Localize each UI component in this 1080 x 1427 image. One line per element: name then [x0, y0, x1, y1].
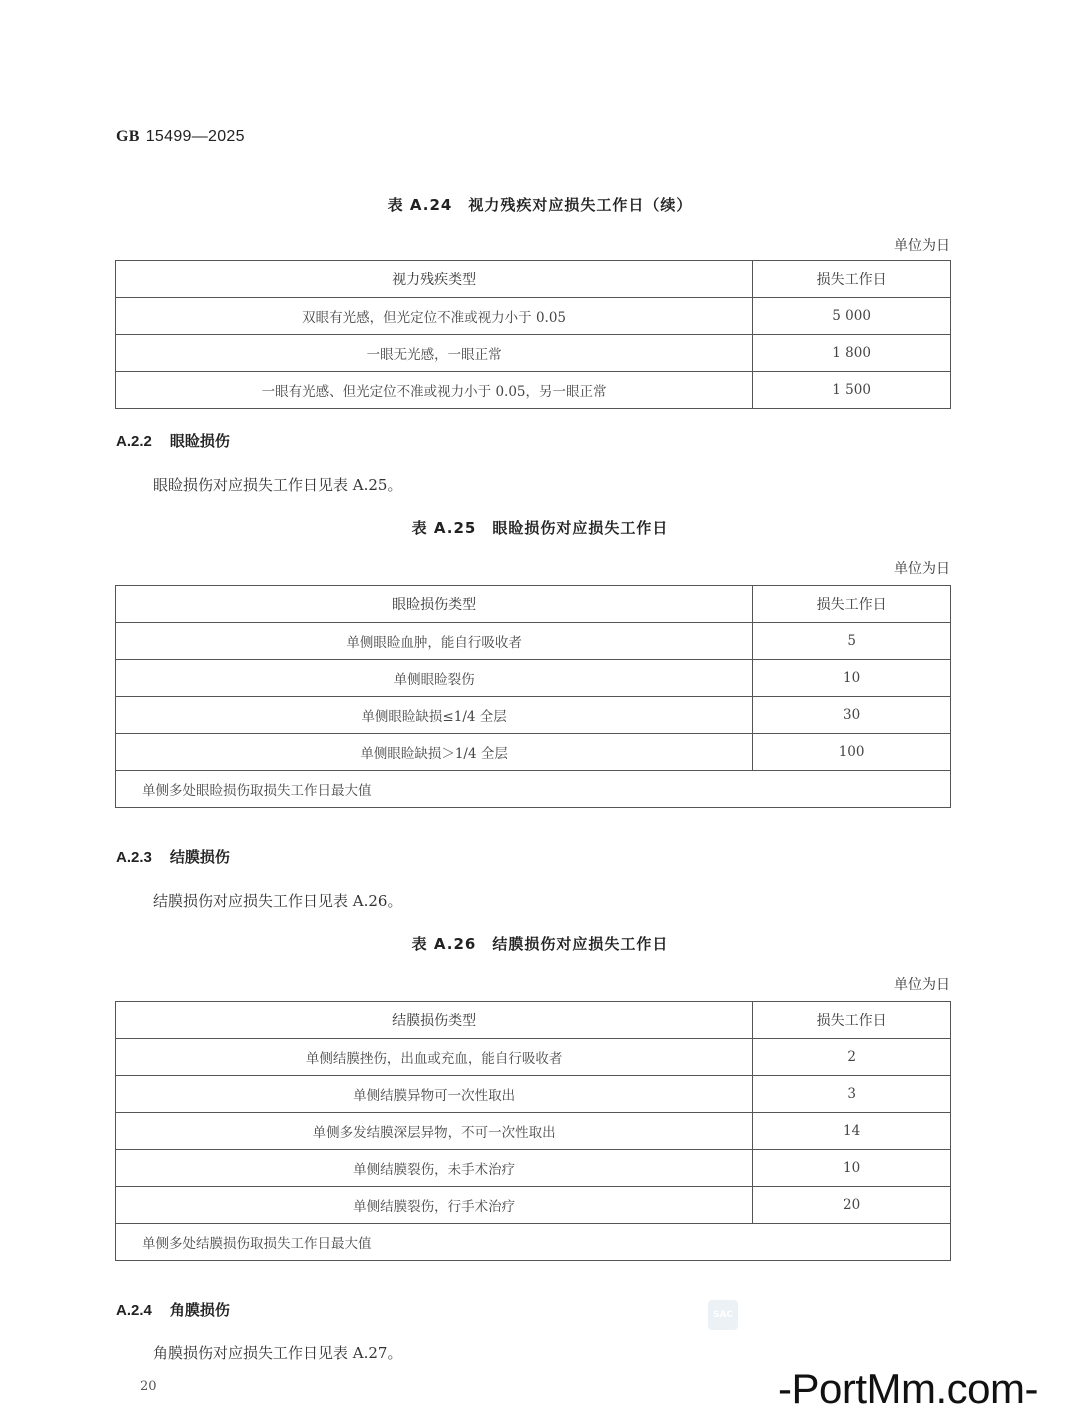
cell-days: 100 — [753, 734, 951, 771]
section-heading-a24 — [116, 1299, 230, 1320]
section-title: 结膜损伤 — [169, 848, 230, 866]
table-a24-title: 表 A.24 视力残疾对应损失工作日（续） — [387, 196, 693, 214]
paragraph-a24: 角膜损伤对应损失工作日见表 A.27。 — [153, 1344, 403, 1362]
table-row — [116, 623, 951, 660]
table-a25 — [115, 585, 951, 808]
cell-type: 双眼有光感，但光定位不准或视力小于 0.05 — [116, 298, 753, 335]
table-note-row — [116, 1224, 951, 1261]
cell-type: 单侧眼睑缺损＞1/4 全层 — [116, 734, 753, 771]
cell-days: 5 000 — [753, 298, 951, 335]
cell-type: 一眼无光感，一眼正常 — [116, 335, 753, 372]
table-a24-unit: 单位为日 — [894, 238, 950, 254]
section-number: A.2.3 — [116, 849, 152, 866]
column-header-days: 损失工作日 — [753, 586, 951, 623]
cell-type: 单侧结膜异物可一次性取出 — [116, 1076, 753, 1113]
table-note: 单侧多处眼睑损伤取损失工作日最大值 — [116, 771, 951, 808]
table-note: 单侧多处结膜损伤取损失工作日最大值 — [116, 1224, 951, 1261]
column-header-days: 损失工作日 — [753, 261, 951, 298]
cell-type: 一眼有光感、但光定位不准或视力小于 0.05，另一眼正常 — [116, 372, 753, 409]
column-header-type: 视力残疾类型 — [116, 261, 753, 298]
cell-days: 10 — [753, 1150, 951, 1187]
cell-days: 20 — [753, 1187, 951, 1224]
standard-prefix: GB — [116, 128, 140, 145]
table-row — [116, 298, 951, 335]
section-heading-a22 — [116, 430, 230, 451]
table-a26-unit: 单位为日 — [894, 977, 950, 993]
cell-days: 1 800 — [753, 335, 951, 372]
table-header-row — [116, 1002, 951, 1039]
section-heading-a23 — [116, 846, 230, 867]
paragraph-a22: 眼睑损伤对应损失工作日见表 A.25。 — [153, 476, 403, 494]
table-header-row — [116, 261, 951, 298]
table-a24 — [115, 260, 951, 409]
cell-type: 单侧结膜裂伤，未手术治疗 — [116, 1150, 753, 1187]
watermark-text: -PortMm.com- — [778, 1365, 1038, 1412]
table-row — [116, 372, 951, 409]
table-a26-title: 表 A.26 结膜损伤对应损失工作日 — [411, 935, 669, 953]
cell-type: 单侧眼睑血肿，能自行吸收者 — [116, 623, 753, 660]
cell-days: 10 — [753, 660, 951, 697]
table-a25-title: 表 A.25 眼睑损伤对应损失工作日 — [411, 519, 669, 537]
table-row — [116, 335, 951, 372]
section-title: 眼睑损伤 — [169, 432, 230, 450]
table-header-row — [116, 586, 951, 623]
cell-type: 单侧结膜挫伤，出血或充血，能自行吸收者 — [116, 1039, 753, 1076]
table-a26 — [115, 1001, 951, 1261]
table-row — [116, 1113, 951, 1150]
cell-type: 单侧结膜裂伤，行手术治疗 — [116, 1187, 753, 1224]
column-header-type: 结膜损伤类型 — [116, 1002, 753, 1039]
table-row — [116, 734, 951, 771]
cell-days: 14 — [753, 1113, 951, 1150]
cell-type: 单侧多发结膜深层异物，不可一次性取出 — [116, 1113, 753, 1150]
table-row — [116, 660, 951, 697]
table-row — [116, 1039, 951, 1076]
paragraph-a23: 结膜损伤对应损失工作日见表 A.26。 — [153, 892, 403, 910]
column-header-days: 损失工作日 — [753, 1002, 951, 1039]
cell-days: 2 — [753, 1039, 951, 1076]
column-header-type: 眼睑损伤类型 — [116, 586, 753, 623]
cell-type: 单侧眼睑裂伤 — [116, 660, 753, 697]
table-row — [116, 1187, 951, 1224]
section-number: A.2.2 — [116, 433, 152, 450]
cell-days: 3 — [753, 1076, 951, 1113]
cell-days: 1 500 — [753, 372, 951, 409]
page-number: 20 — [140, 1379, 157, 1394]
table-row — [116, 697, 951, 734]
table-row — [116, 1150, 951, 1187]
section-number: A.2.4 — [116, 1302, 152, 1319]
cell-type: 单侧眼睑缺损≤1/4 全层 — [116, 697, 753, 734]
cell-days: 30 — [753, 697, 951, 734]
standard-number: 15499—2025 — [145, 128, 245, 145]
standard-id — [116, 128, 245, 146]
table-row — [116, 1076, 951, 1113]
section-title: 角膜损伤 — [169, 1301, 230, 1319]
table-a25-unit: 单位为日 — [894, 561, 950, 577]
table-note-row — [116, 771, 951, 808]
cell-days: 5 — [753, 623, 951, 660]
sac-logo-icon: SAC — [708, 1300, 738, 1330]
